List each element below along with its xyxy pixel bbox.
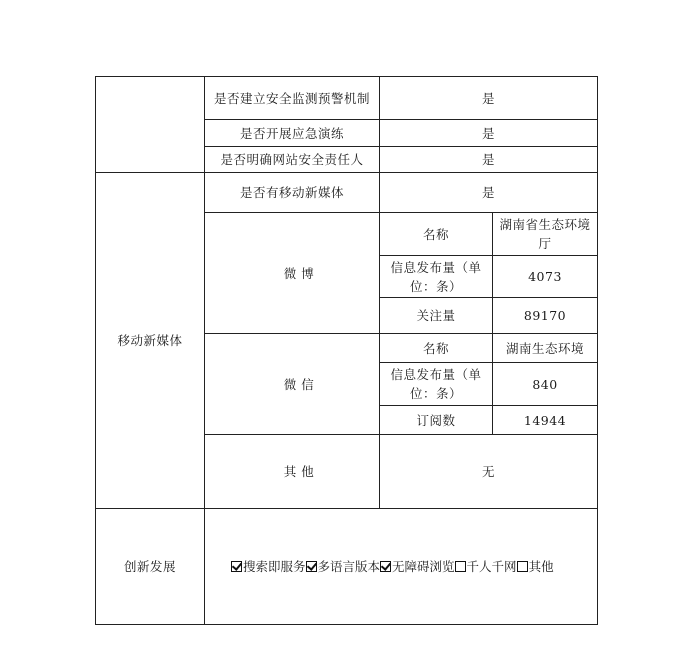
weixin-posts-label: 信息发布量（单位：条） <box>380 363 493 406</box>
weibo-label: 微 博 <box>205 213 380 334</box>
option-label: 无障碍浏览 <box>392 558 455 574</box>
weibo-posts-label: 信息发布量（单位：条） <box>380 256 493 298</box>
security-section-cell <box>96 77 205 173</box>
other-media-label: 其 他 <box>205 435 380 509</box>
option-label: 多语言版本 <box>317 558 381 574</box>
option-multilingual[interactable] <box>306 557 381 576</box>
weibo-posts-value: 4073 <box>493 256 598 298</box>
weixin-label: 微 信 <box>205 334 380 435</box>
option-label: 搜索即服务 <box>243 558 306 574</box>
drill-label: 是否开展应急演练 <box>205 120 380 147</box>
mobile-has-value: 是 <box>380 173 598 213</box>
weixin-subscribe-label: 订阅数 <box>380 406 493 435</box>
weixin-posts-value: 840 <box>493 363 598 406</box>
responsible-label: 是否明确网站安全责任人 <box>205 147 380 173</box>
mobile-section-label: 移动新媒体 <box>96 173 205 509</box>
checkbox-icon[interactable] <box>231 561 242 572</box>
option-label: 千人千网 <box>466 558 517 574</box>
mobile-has-label: 是否有移动新媒体 <box>205 173 380 213</box>
checkbox-icon[interactable] <box>455 561 466 572</box>
weixin-name-value: 湖南生态环境 <box>493 334 598 363</box>
checkbox-icon[interactable] <box>380 561 391 572</box>
option-personalized[interactable] <box>455 557 517 576</box>
checkbox-icon[interactable] <box>517 561 528 572</box>
innovation-options <box>205 509 598 625</box>
option-search-service[interactable] <box>231 557 306 576</box>
weibo-name-label: 名称 <box>380 213 493 256</box>
checkbox-icon[interactable] <box>306 561 317 572</box>
option-accessibility[interactable] <box>380 557 455 576</box>
warning-label: 是否建立安全监测预警机制 <box>205 77 380 120</box>
responsible-value: 是 <box>380 147 598 173</box>
warning-value: 是 <box>380 77 598 120</box>
drill-value: 是 <box>380 120 598 147</box>
option-other[interactable] <box>517 557 554 576</box>
weibo-name-value: 湖南省生态环境厅 <box>493 213 598 256</box>
weixin-name-label: 名称 <box>380 334 493 363</box>
weixin-subscribe-value: 14944 <box>493 406 598 435</box>
weibo-follow-value: 89170 <box>493 298 598 334</box>
innovation-label: 创新发展 <box>96 509 205 625</box>
report-table <box>95 76 598 625</box>
option-label: 其他 <box>528 558 554 574</box>
weibo-follow-label: 关注量 <box>380 298 493 334</box>
other-media-value: 无 <box>380 435 598 509</box>
